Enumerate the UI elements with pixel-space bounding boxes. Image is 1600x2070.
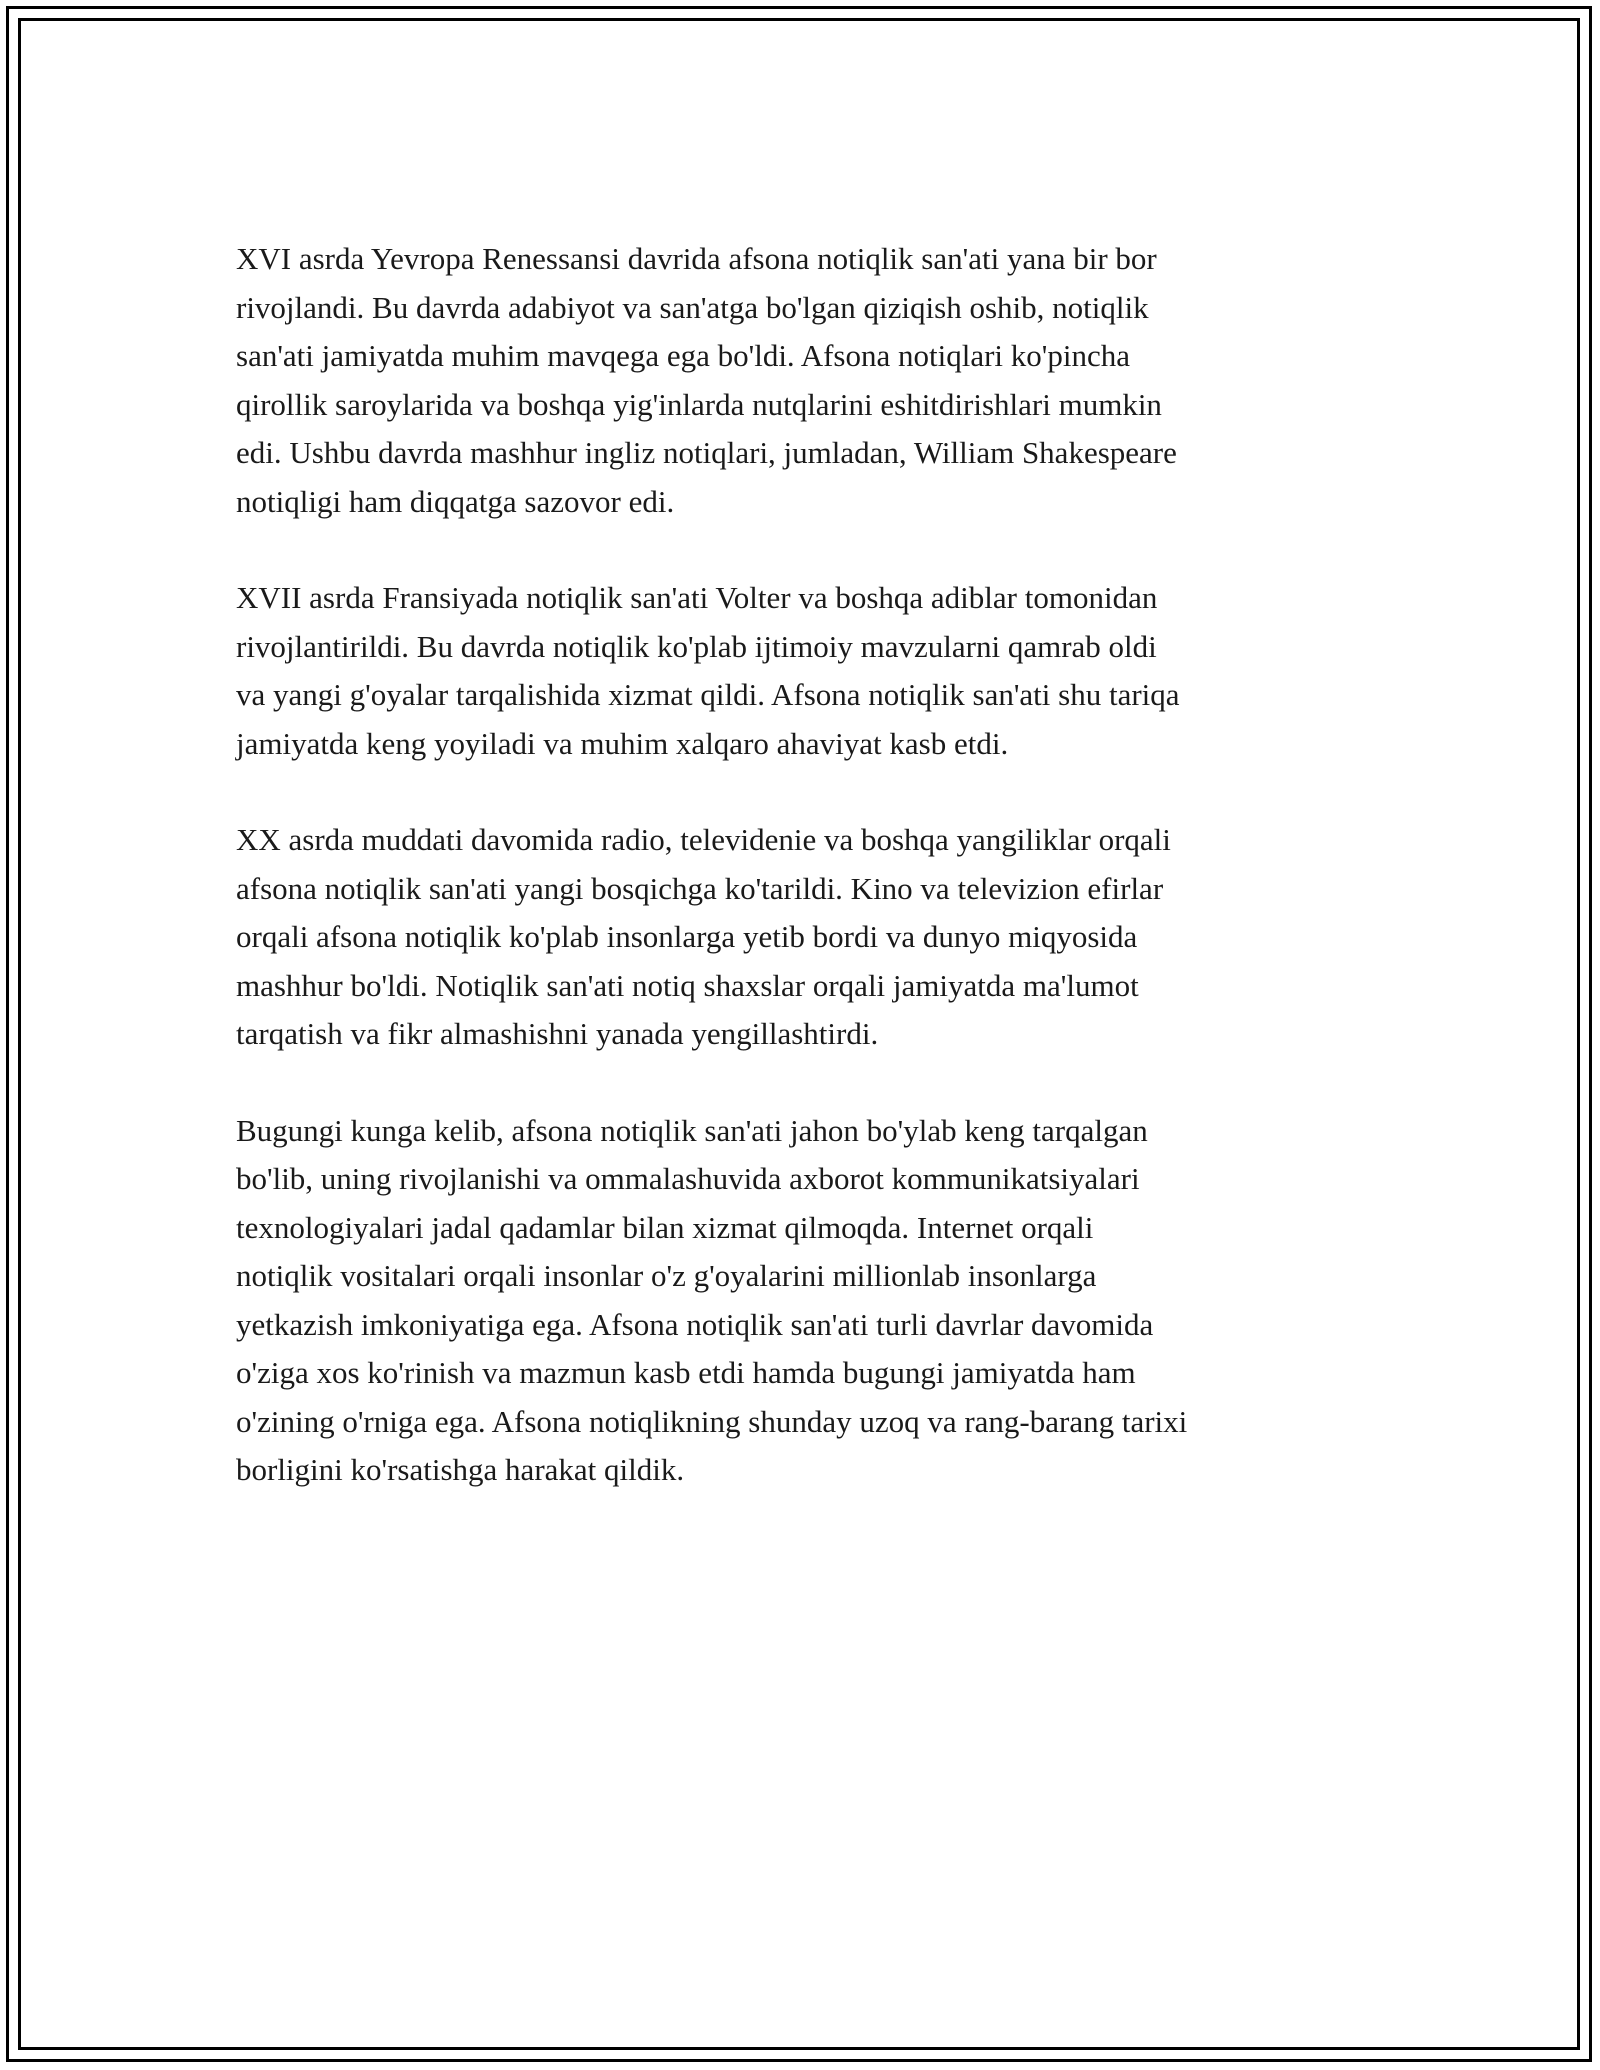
- paragraph-renaissance: XVI asrda Yevropa Renessansi davrida afsona notiqlik san'ati yana bir bor rivojlandi. Bu davrda adabiyot va san'atga bo'lgan qiziqish oshib, notiqlik san'ati jamiyatda muhim mavqega ega bo'ldi. Afsona notiqlari ko'pincha qirollik saroylarida va boshqa yig'inlarda nutqlarini eshitdirishlari mumkin edi. Ushbu davrda mashhur ingliz notiqlari, jumladan, William Shakespeare notiqligi ham diqqatga sazovor edi.: [236, 241, 1177, 519]
- paragraph-17th-century: XVII asrda Fransiyada notiqlik san'ati Volter va boshqa adiblar tomonidan rivojlantirildi. Bu davrda notiqlik ko'plab ijtimoiy mavzularni qamrab oldi va yangi g'oyalar tarqalishida xizmat qildi. Afsona notiqlik san'ati shu tariqa jamiyatda keng yoyiladi va muhim xalqaro ahaviyat kasb etdi.: [236, 580, 1180, 761]
- document-body: [236, 235, 1366, 1543]
- paragraph-today: Bugungi kunga kelib, afsona notiqlik san'ati jahon bo'ylab keng tarqalgan bo'lib, uning rivojlanishi va ommalashuvida axborot kommunikatsiyalari texnologiyalari jadal qadamlar bilan xizmat qilmoqda. Internet orqali notiqlik vositalari orqali insonlar o'z g'oyalarini millionlab insonlarga yetkazish imkoniyatiga ega. Afsona notiqlik san'ati turli davrlar davomida o'ziga xos ko'rinish va mazmun kasb etdi hamda bugungi jamiyatda ham o'zining o'rniga ega. Afsona notiqlikning shunday uzoq va rang-barang tarixi borligini ko'rsatishga harakat qildik.: [236, 1112, 1188, 1487]
- paragraph-20th-century: XX asrda muddati davomida radio, televidenie va boshqa yangiliklar orqali afsona notiqlik san'ati yangi bosqichga ko'tarildi. Kino va televizion efirlar orqali afsona notiqlik ko'plab insonlarga yetib bordi va dunyo miqyosida mashhur bo'ldi. Notiqlik san'ati notiq shaxslar orqali jamiyatda ma'lumot tarqatish va fikr almashishni yanada yengillashtirdi.: [236, 822, 1171, 1051]
